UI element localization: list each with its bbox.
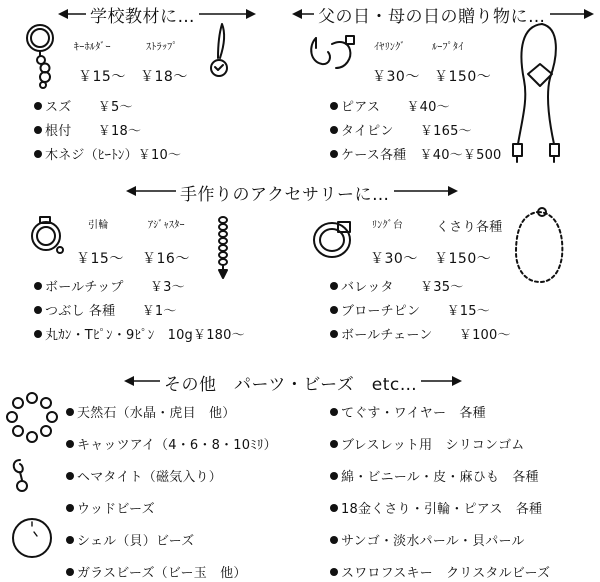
bullet-icon <box>66 568 74 576</box>
section-others-heading: その他 パーツ・ビーズ etc… <box>160 370 421 395</box>
price-loop-tie: ￥150～ <box>434 69 492 85</box>
list-item: つぶし 各種 ￥1～ <box>34 300 177 319</box>
price-ring-base: ￥30～ <box>370 251 418 267</box>
bullet-icon <box>330 282 338 290</box>
bullet-icon <box>330 440 338 448</box>
strap-icon <box>200 20 240 86</box>
list-item: 丸ｶﾝ・Tﾋﾟﾝ・9ﾋﾟﾝ 10g￥180～ <box>34 324 245 343</box>
section-handmade-heading: 手作りのアクセサリーに… <box>176 180 394 205</box>
list-item: 天然石（水晶・虎目 他） <box>66 402 235 421</box>
bullet-icon <box>66 408 74 416</box>
bullet-icon <box>330 102 338 110</box>
label-earring: ｲﾔﾘﾝｸﾞ <box>374 42 406 53</box>
list-item: スズ ￥5～ <box>34 96 133 115</box>
bullet-icon <box>34 102 42 110</box>
earring-hook-icon <box>10 456 44 502</box>
chain-icon <box>508 206 572 288</box>
adjuster-icon <box>208 214 238 280</box>
label-strap: ｽﾄﾗｯﾌﾟ <box>146 42 178 53</box>
list-item: ケース各種 ￥40～￥500 <box>330 144 502 163</box>
list-item: タイピン ￥165～ <box>330 120 472 139</box>
label-chain: くさり各種 <box>436 220 503 235</box>
bullet-icon <box>34 306 42 314</box>
list-item: 木ネジ（ﾋｰﾄﾝ）￥10～ <box>34 144 181 163</box>
label-keyholder: ｷｰﾎﾙﾀﾞｰ <box>74 42 111 53</box>
price-adjuster: ￥16～ <box>142 251 190 267</box>
list-item: ブローチピン ￥15～ <box>330 300 490 319</box>
bullet-icon <box>34 282 42 290</box>
bullet-icon <box>66 504 74 512</box>
price-earring: ￥30～ <box>372 69 420 85</box>
list-item: 18金くさり・引輪・ピアス 各種 <box>330 498 542 517</box>
label-adjuster: ｱｼﾞｬｽﾀｰ <box>148 220 185 231</box>
bullet-icon <box>34 150 42 158</box>
list-item: ヘマタイト（磁気入り） <box>66 466 222 485</box>
label-loop-tie: ﾙｰﾌﾟﾀｲ <box>432 42 464 53</box>
price-keyholder: ￥15～ <box>78 69 126 85</box>
price-clasp-ring: ￥15～ <box>76 251 124 267</box>
list-item: ピアス ￥40～ <box>330 96 450 115</box>
list-item: ガラスビーズ（ビー玉 他） <box>66 562 247 581</box>
section-parents-day-heading: 父の日・母の日の贈り物に… <box>314 2 550 27</box>
bullet-icon <box>330 504 338 512</box>
list-item: シェル（貝）ビーズ <box>66 530 194 549</box>
list-item: サンゴ・淡水パール・貝パール <box>330 530 525 549</box>
bullet-icon <box>330 306 338 314</box>
section-school-heading: 学校教材に… <box>86 2 199 27</box>
list-item: 綿・ビニール・皮・麻ひも 各種 <box>330 466 539 485</box>
bullet-icon <box>330 150 338 158</box>
bullet-icon <box>66 536 74 544</box>
clasp-ring-icon <box>28 214 68 258</box>
bullet-icon <box>330 472 338 480</box>
ring-base-icon <box>310 216 360 262</box>
list-item: スワロフスキー クリスタルビーズ <box>330 562 550 581</box>
bullet-icon <box>330 568 338 576</box>
bullet-icon <box>66 472 74 480</box>
label-clasp-ring: 引輪 <box>88 220 109 231</box>
list-item: 根付 ￥18～ <box>34 120 141 139</box>
bullet-icon <box>66 440 74 448</box>
list-item: てぐす・ワイヤー 各種 <box>330 402 486 421</box>
list-item: ボールチップ ￥3～ <box>34 276 185 295</box>
list-item: ウッドビーズ <box>66 498 155 517</box>
bullet-icon <box>34 330 42 338</box>
earring-icon <box>306 28 362 82</box>
list-item: ブレスレット用 シリコンゴム <box>330 434 525 453</box>
bullet-icon <box>330 408 338 416</box>
list-item: キャッツアイ（4・6・8・10ﾐﾘ） <box>66 434 277 453</box>
list-item: ボールチェーン ￥100～ <box>330 324 511 343</box>
loop-tie-icon <box>508 20 578 170</box>
price-chain: ￥150～ <box>434 251 492 267</box>
bullet-icon <box>330 126 338 134</box>
list-item: バレッタ ￥35～ <box>330 276 463 295</box>
bullet-icon <box>330 330 338 338</box>
bullet-icon <box>330 536 338 544</box>
bead-bracelet-icon <box>6 392 58 444</box>
shell-bead-icon <box>10 516 56 562</box>
label-ring-base: ﾘﾝｸﾞ台 <box>372 220 404 231</box>
price-strap: ￥18～ <box>140 69 188 85</box>
bullet-icon <box>34 126 42 134</box>
keyholder-icon <box>18 22 68 92</box>
